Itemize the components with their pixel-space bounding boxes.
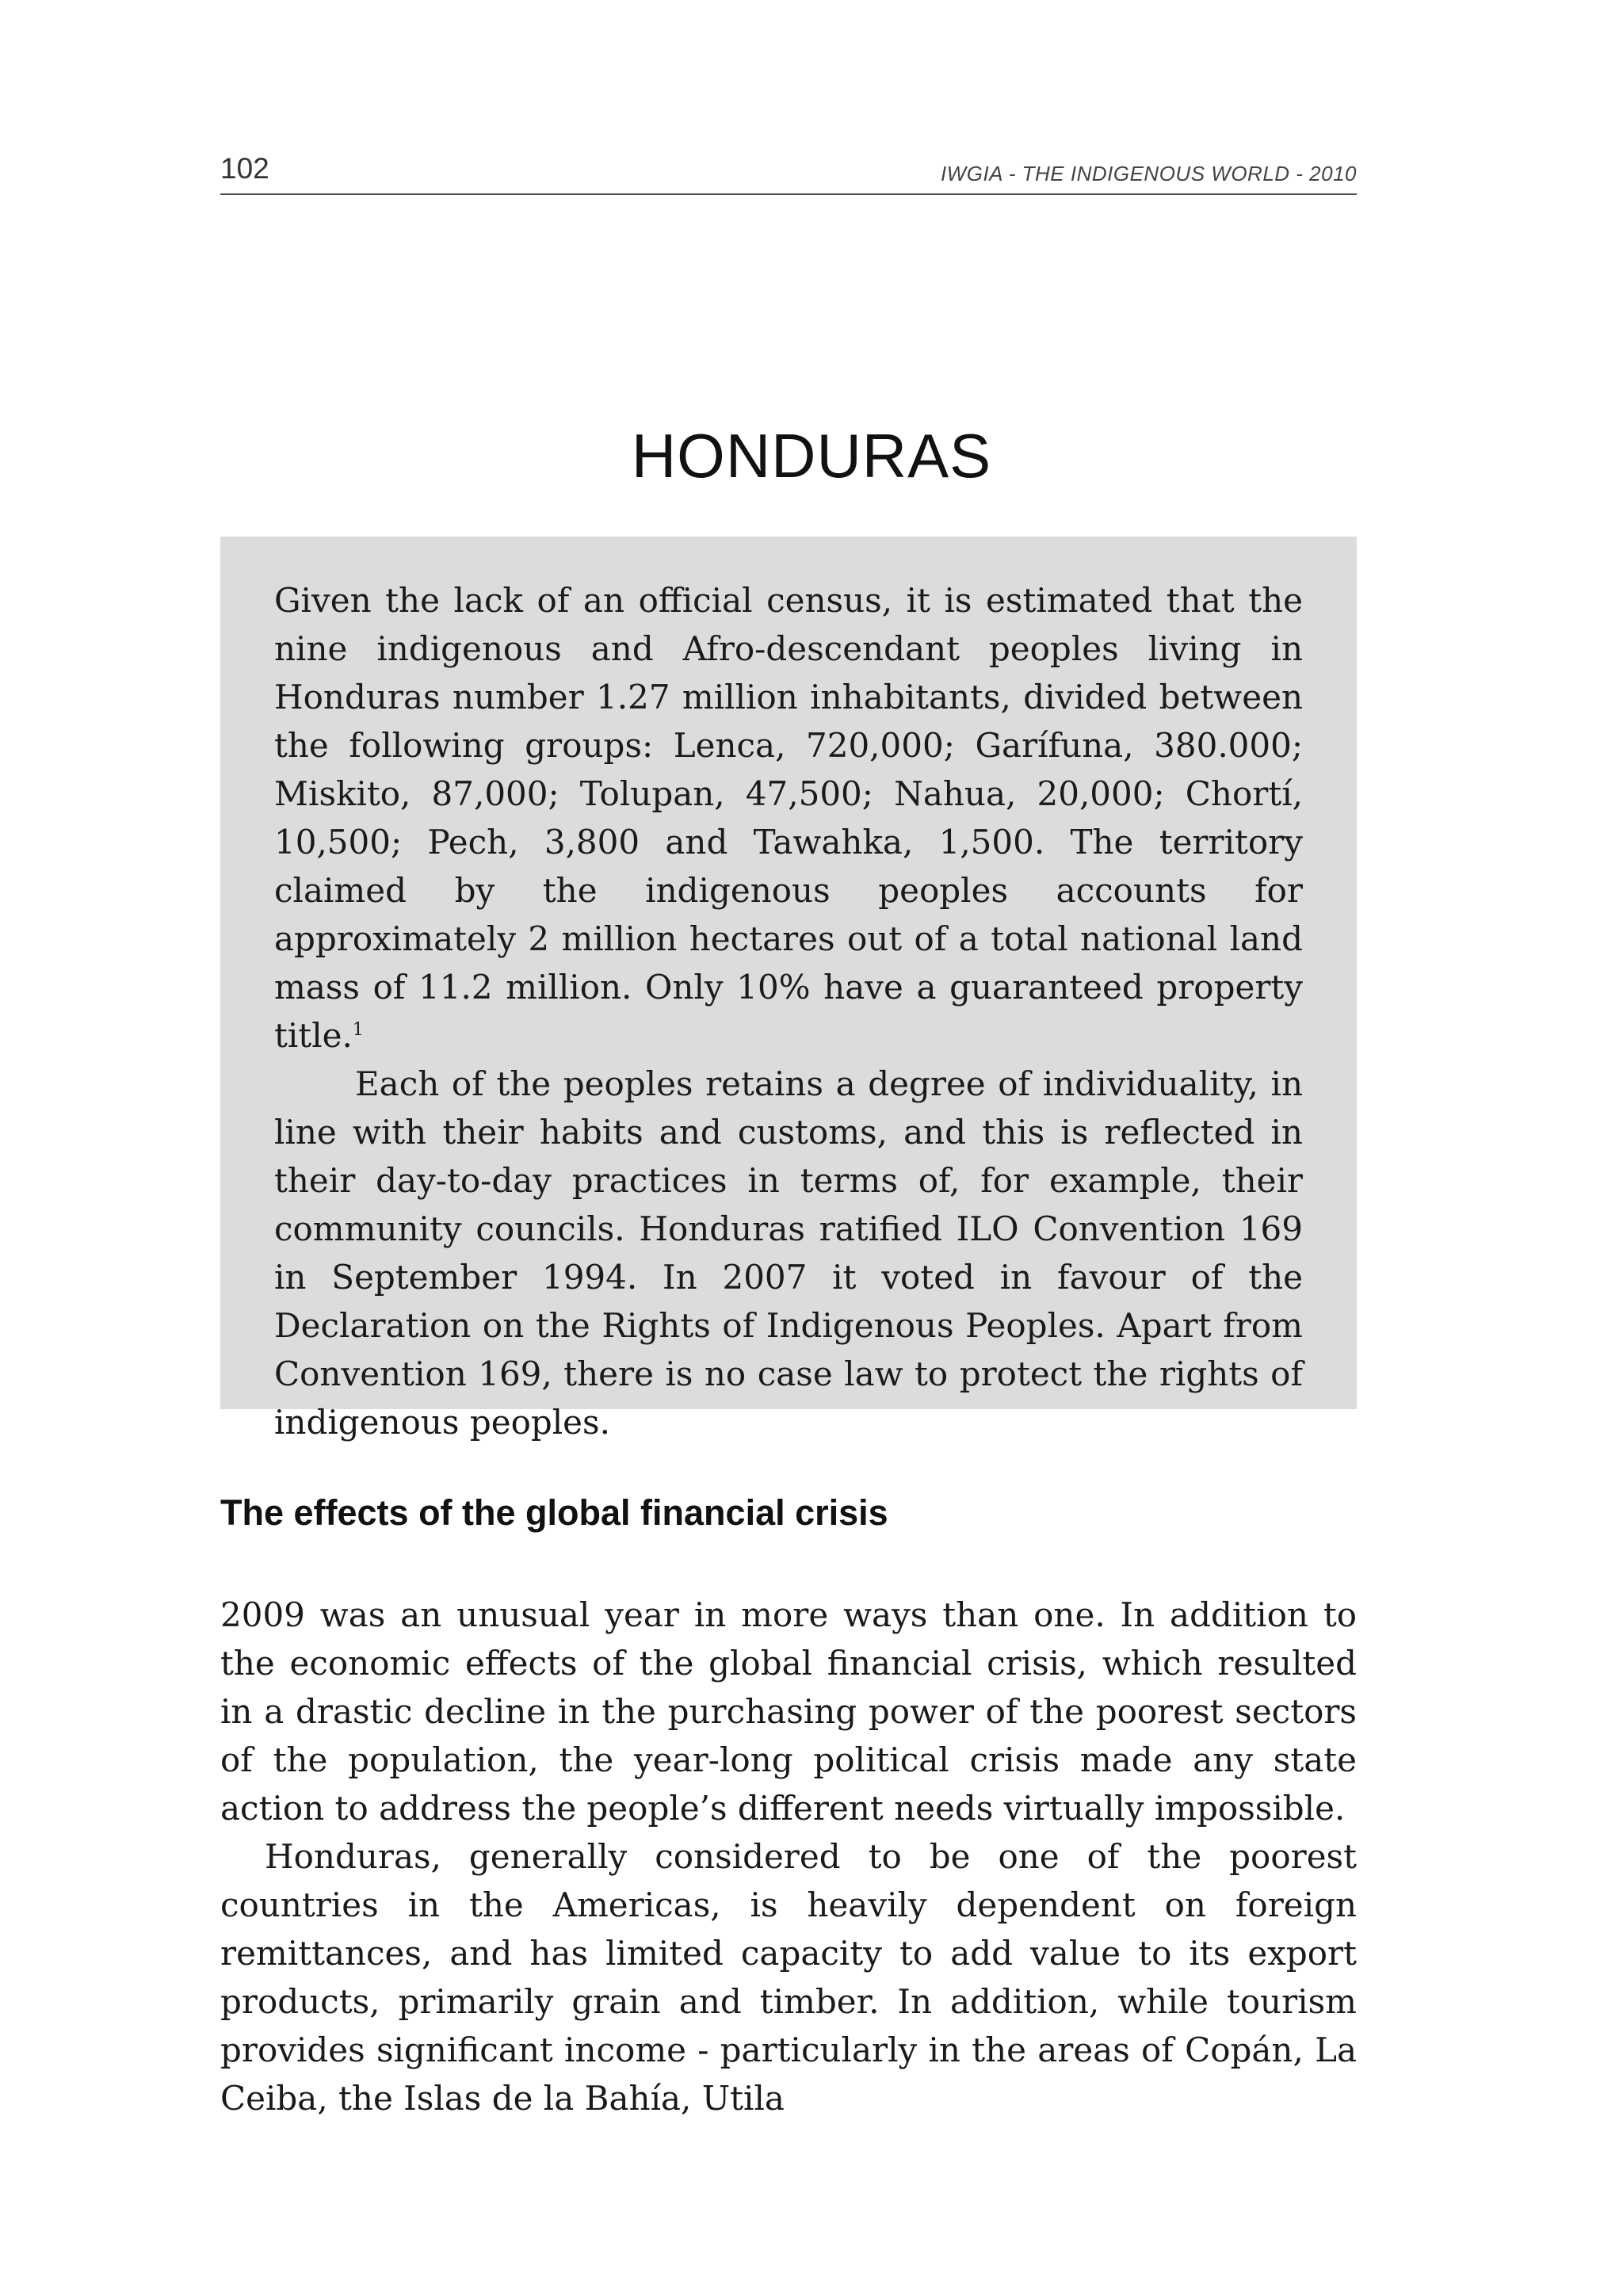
summary-paragraph-1 [274, 576, 1303, 1060]
body-paragraph-1: 2009 was an unusual year in more ways than one. In addition to the economic effects of the global financial crisis, which resulted in a drastic decline in the purchasing power of the poorest sectors of the population, the year-long political crisis made any state action to address the people’s different needs virtually impossible. [220, 1595, 1357, 1828]
body-paragraph-2: Honduras, generally considered to be one of the poorest countries in the Americas, is heavily dependent on foreign remittances, and has limited capacity to add value to its export products, primarily grain and timber. In addition, while tourism provides significant income - particularly in the areas of Copán, La Ceiba, the Islas de la Bahía, Utila [220, 1837, 1357, 2118]
running-title: IWGIA - THE INDIGENOUS WORLD - 2010 [940, 162, 1357, 185]
footnote-reference: 1 [352, 1020, 364, 1040]
summary-paragraph-2: Each of the peoples retains a degree of individuality, in line with their habits and customs, and this is reflected in their day-to-day practices in terms of, for example, their community councils. Honduras ratified ILO Convention 169 in September 1994. In 2007 it voted in favour of the Declaration on the Rights of Indigenous Peoples. Apart from Convention 169, there is no case law to protect the rights of indigenous peoples. [274, 1064, 1303, 1442]
body-text [220, 1591, 1357, 2122]
chapter-title: HONDURAS [631, 421, 992, 491]
running-header [220, 151, 1357, 195]
page-number: 102 [220, 152, 269, 185]
summary-text [274, 576, 1303, 1446]
summary-box [220, 537, 1357, 1442]
summary-paragraph-1-text: Given the lack of an official census, it is estimated that the nine indigenous and Afro-descendant peoples living in Honduras number 1.27 million inhabitants, divided between the following groups: Lenca, 720,000; Garífuna, 380.000; Miskito, 87,000; Tolupan, 47,500; Nahua, 20,000; Chortí, 10,500; Pech, 3,800 and Tawahka, 1,500. The territory claimed by the indigenous peoples accounts for approximately 2 million hectares out of a total national land mass of 11.2 million. Only 10% have a guaranteed property title. [274, 581, 1303, 1055]
section-heading: The effects of the global financial crisis [220, 1492, 888, 1533]
